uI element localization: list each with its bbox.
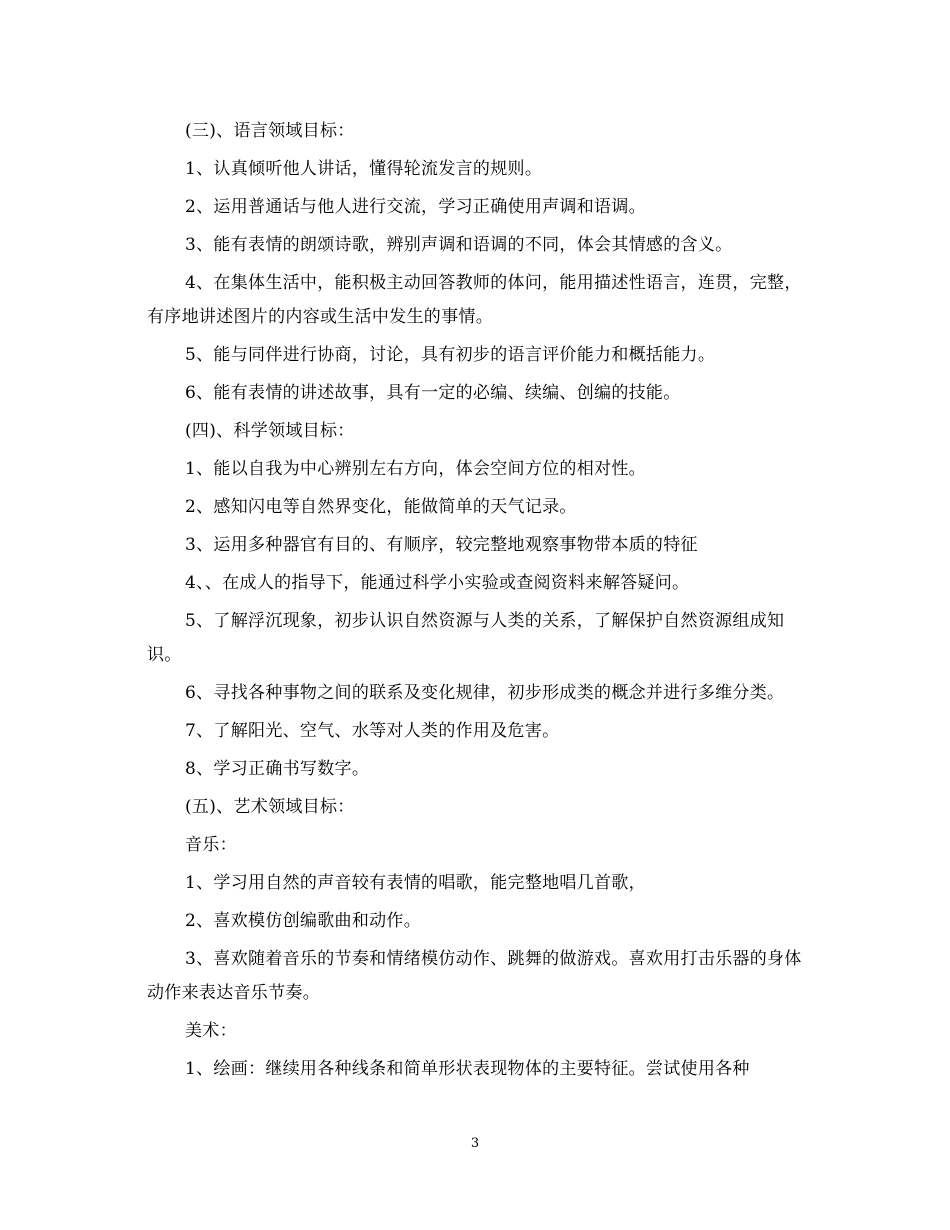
paragraph: 4、在集体生活中，能积极主动回答教师的体问，能用描述性语言，连贯，完整，有序地讲述图片的内容或生活中发生的事情。	[147, 273, 802, 327]
page-number: 3	[470, 1136, 480, 1151]
paragraph: 4、、在成人的指导下，能通过科学小实验或查阅资料来解答疑问。	[185, 573, 690, 593]
paragraph: 8、学习正确书写数字。	[185, 759, 370, 779]
paragraph: 1、绘画：继续用各种线条和简单形状表现物体的主要特征。尝试使用各种	[185, 1059, 750, 1079]
paragraph: 5、能与同伴进行协商，讨论，具有初步的语言评价能力和概括能力。	[185, 345, 716, 365]
paragraph: 2、运用普通话与他人进行交流，学习正确使用声调和语调。	[185, 197, 646, 217]
paragraph: 3、能有表情的朗颂诗歌，辨别声调和语调的不同，体会其情感的含义。	[185, 235, 733, 255]
paragraph: 2、喜欢模仿创编歌曲和动作。	[185, 911, 422, 931]
paragraph: 1、能以自我为中心辨别左右方向，体会空间方位的相对性。	[185, 459, 646, 479]
paragraph: 1、认真倾听他人讲话，懂得轮流发言的规则。	[185, 159, 543, 179]
paragraph: 1、学习用自然的声音较有表情的唱歌，能完整地唱几首歌，	[185, 873, 646, 893]
section-heading-science: (四)、科学领域目标：	[185, 421, 355, 441]
subheading-music: 音乐：	[185, 835, 237, 855]
document-body	[147, 114, 807, 1090]
paragraph: 5、了解浮沉现象，初步认识自然资源与人类的关系，了解保护自然资源组成知识。	[147, 611, 785, 665]
subheading-fine-art: 美术：	[185, 1021, 237, 1041]
paragraph: 7、了解阳光、空气、水等对人类的作用及危害。	[185, 721, 560, 741]
section-heading-language: (三)、语言领域目标：	[185, 121, 355, 141]
paragraph: 6、寻找各种事物之间的联系及变化规律，初步形成类的概念并进行多维分类。	[185, 683, 785, 703]
section-heading-art: (五)、艺术领域目标：	[185, 797, 355, 817]
paragraph: 3、运用多种器官有目的、有顺序，较完整地观察事物带本质的特征	[185, 535, 698, 555]
paragraph: 3、喜欢随着音乐的节奏和情绪模仿动作、跳舞的做游戏。喜欢用打击乐器的身体动作来表达音乐节奏。	[147, 949, 802, 1003]
paragraph: 2、感知闪电等自然界变化，能做简单的天气记录。	[185, 497, 577, 517]
paragraph: 6、能有表情的讲述故事，具有一定的必编、续编、创编的技能。	[185, 383, 681, 403]
